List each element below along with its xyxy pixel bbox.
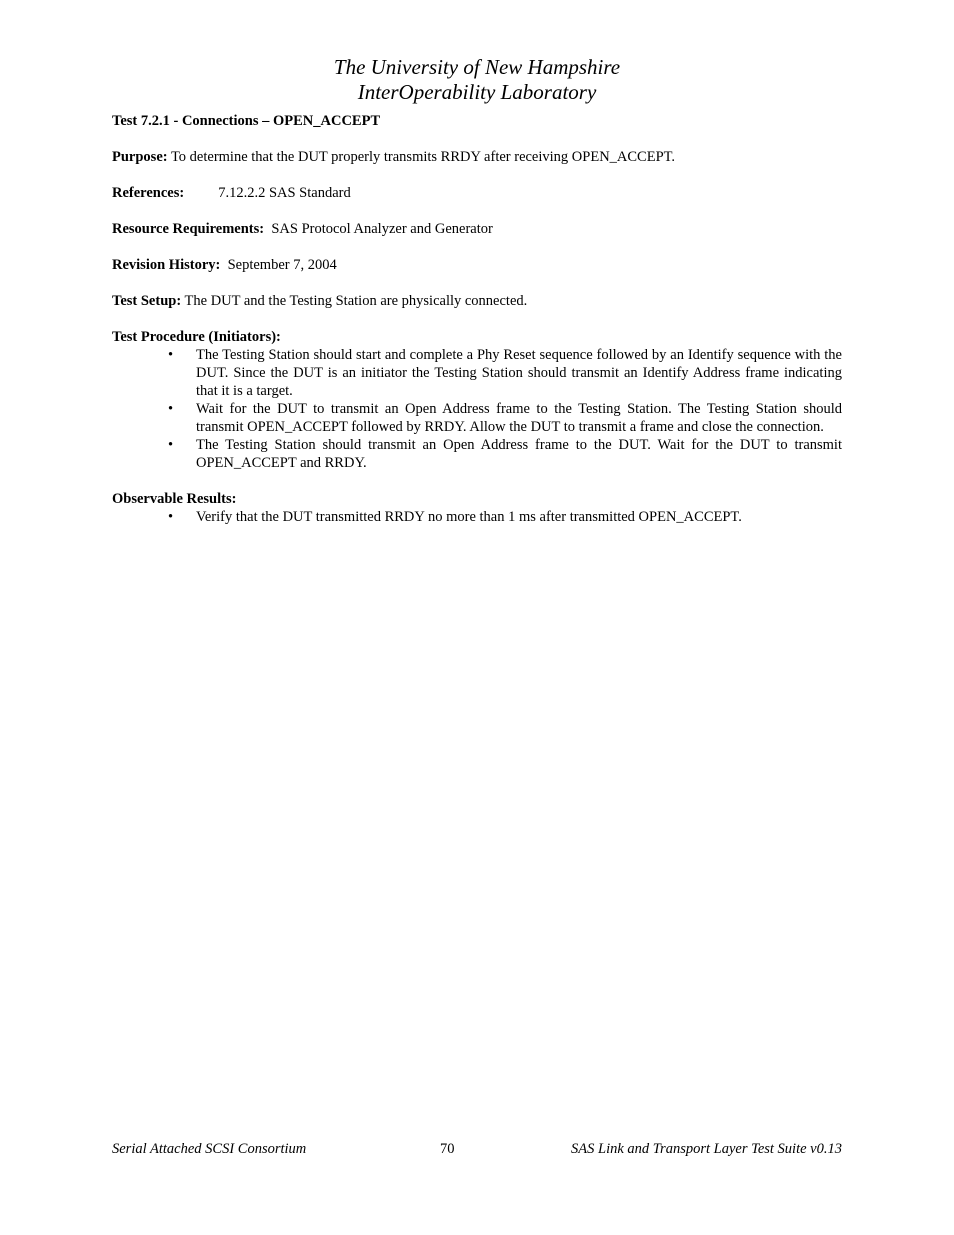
purpose-section	[112, 148, 842, 166]
references-section	[112, 184, 842, 202]
references-label: References:	[112, 185, 185, 201]
revision-section	[112, 256, 842, 274]
purpose-text: To determine that the DUT properly transmits RRDY after receiving OPEN_ACCEPT.	[167, 149, 676, 165]
setup-section	[112, 292, 842, 310]
list-item: • The Testing Station should transmit an Open Address frame to the DUT. Wait for the DUT to transmit OPEN_ACCEPT and RRDY.	[168, 437, 842, 471]
resources-label: Resource Requirements:	[112, 221, 265, 237]
results-section	[112, 490, 842, 526]
list-item: • Wait for the DUT to transmit an Open Address frame to the Testing Station. The Testing Station should transmit OPEN_ACCEPT followed by RRDY. Allow the DUT to transmit a frame and close the connection.	[168, 401, 842, 435]
procedure-label: Test Procedure (Initiators):	[112, 329, 281, 345]
document-header	[0, 55, 954, 105]
bullet-icon: •	[168, 401, 174, 417]
revision-text: September 7, 2004	[220, 257, 337, 273]
results-list	[112, 508, 842, 526]
test-title: Test 7.2.1 - Connections – OPEN_ACCEPT	[112, 113, 381, 129]
footer-suite-title: SAS Link and Transport Layer Test Suite v0.13	[571, 1141, 842, 1157]
bullet-icon: •	[168, 437, 174, 453]
list-item: • The Testing Station should start and complete a Phy Reset sequence followed by an Identify sequence with the DUT. Since the DUT is an initiator the Testing Station should transmit an Identify Address frame indicating that it is a target.	[168, 347, 842, 399]
bullet-icon: •	[168, 347, 174, 363]
revision-label: Revision History:	[112, 257, 221, 273]
procedure-section	[112, 328, 842, 472]
list-item: • Verify that the DUT transmitted RRDY no more than 1 ms after transmitted OPEN_ACCEPT.	[168, 509, 742, 525]
header-institution: The University of New Hampshire	[333, 55, 621, 79]
resources-text: SAS Protocol Analyzer and Generator	[264, 221, 493, 237]
references-text: 7.12.2.2 SAS Standard	[218, 185, 351, 201]
purpose-label: Purpose:	[112, 149, 168, 165]
setup-text: The DUT and the Testing Station are physically connected.	[181, 293, 528, 309]
setup-label: Test Setup:	[112, 293, 182, 309]
procedure-list	[112, 346, 842, 472]
header-lab: InterOperability Laboratory	[357, 80, 597, 104]
results-label: Observable Results:	[112, 491, 237, 507]
page-number: 70	[440, 1141, 455, 1157]
resources-section	[112, 220, 842, 238]
bullet-icon: •	[168, 509, 174, 525]
document-body	[112, 112, 842, 526]
footer-consortium: Serial Attached SCSI Consortium	[112, 1141, 307, 1157]
